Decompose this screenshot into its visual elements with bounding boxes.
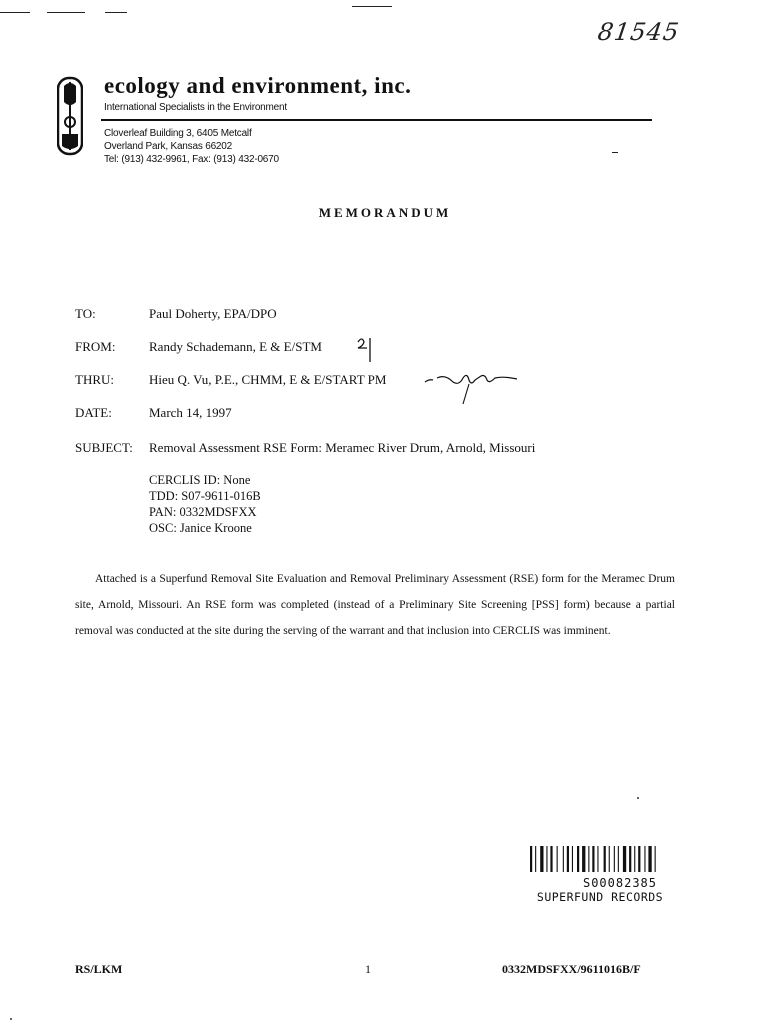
barcode-bar bbox=[577, 846, 579, 872]
thru-label: THRU: bbox=[75, 372, 114, 387]
from-label: FROM: bbox=[75, 339, 116, 354]
handwritten-signature bbox=[423, 366, 533, 408]
page-number: 1 bbox=[365, 962, 371, 976]
barcode-bar bbox=[557, 846, 558, 872]
pan-number: PAN: 0332MDSFXX bbox=[149, 505, 257, 519]
scan-mark bbox=[352, 6, 392, 7]
barcode-bar bbox=[540, 846, 543, 872]
barcode-bar bbox=[629, 846, 631, 872]
barcode-bar bbox=[609, 846, 610, 872]
scan-mark bbox=[612, 152, 618, 153]
osc-name: OSC: Janice Kroone bbox=[149, 521, 252, 535]
barcode-bar bbox=[648, 846, 651, 872]
footer-doc-code: 0332MDSFXX/9611016B/F bbox=[502, 962, 641, 976]
handwritten-initials bbox=[355, 334, 375, 364]
scan-mark bbox=[47, 12, 85, 13]
barcode-bar bbox=[567, 846, 569, 872]
barcode-bar bbox=[582, 846, 585, 872]
cerclis-id: CERCLIS ID: None bbox=[149, 473, 251, 487]
company-tagline: International Specialists in the Environment bbox=[104, 102, 287, 113]
date-value: March 14, 1997 bbox=[149, 405, 232, 420]
barcode-number: S00082385 bbox=[582, 876, 658, 890]
from-value: Randy Schademann, E & E/STM bbox=[149, 339, 322, 354]
footer-initials: RS/LKM bbox=[75, 962, 123, 976]
barcode-label: SUPERFUND RECORDS bbox=[536, 890, 664, 904]
barcode-bar bbox=[588, 846, 589, 872]
address-line1: Cloverleaf Building 3, 6405 Metcalf bbox=[104, 128, 252, 139]
to-label: TO: bbox=[75, 306, 96, 321]
memo-body bbox=[75, 566, 675, 644]
barcode-bar bbox=[535, 846, 536, 872]
barcode-bar bbox=[604, 846, 606, 872]
company-logo-icon bbox=[57, 76, 83, 156]
subject-label: SUBJECT: bbox=[75, 440, 133, 455]
barcode-bar bbox=[550, 846, 552, 872]
subject-value: Removal Assessment RSE Form: Meramec River Drum, Arnold, Missouri bbox=[149, 440, 536, 455]
barcode-bar bbox=[546, 846, 547, 872]
barcode-bar bbox=[563, 846, 564, 872]
barcode-bar bbox=[634, 846, 635, 872]
letterhead-rule bbox=[101, 119, 652, 121]
barcode-icon bbox=[530, 846, 688, 872]
barcode-bar bbox=[592, 846, 594, 872]
scan-speck bbox=[637, 797, 639, 799]
barcode-bar bbox=[597, 846, 598, 872]
company-name: ecology and environment, inc. bbox=[104, 73, 412, 98]
address-line2: Overland Park, Kansas 66202 bbox=[104, 141, 233, 152]
phone-fax: Tel: (913) 432-9961, Fax: (913) 432-0670 bbox=[104, 154, 279, 165]
barcode-bar bbox=[530, 846, 532, 872]
barcode-bar bbox=[644, 846, 645, 872]
barcode-bar bbox=[623, 846, 626, 872]
scan-mark bbox=[0, 12, 30, 13]
to-value: Paul Doherty, EPA/DPO bbox=[149, 306, 277, 321]
barcode-bar bbox=[655, 846, 656, 872]
scan-speck bbox=[10, 1018, 12, 1020]
barcode-bar bbox=[638, 846, 640, 872]
thru-value: Hieu Q. Vu, P.E., CHMM, E & E/START PM bbox=[149, 372, 387, 387]
barcode-bar bbox=[618, 846, 619, 872]
handwritten-document-number: 81545 bbox=[596, 18, 682, 46]
tdd-number: TDD: S07-9611-016B bbox=[149, 489, 261, 503]
date-label: DATE: bbox=[75, 405, 112, 420]
barcode-bar bbox=[614, 846, 615, 872]
memo-title: MEMORANDUM bbox=[318, 205, 452, 220]
scan-mark bbox=[105, 12, 127, 13]
barcode-bar bbox=[572, 846, 573, 872]
body-paragraph: Attached is a Superfund Removal Site Evaluation and Removal Preliminary Assessment (RSE) form for the Meramec Drum site, Arnold, Missouri. An RSE form was completed (instead of a Preliminary Site Screening [PSS] form) because a partial removal was conducted at the site during the serving of the warrant and that inclusion into CERCLIS was imminent. bbox=[75, 573, 675, 637]
